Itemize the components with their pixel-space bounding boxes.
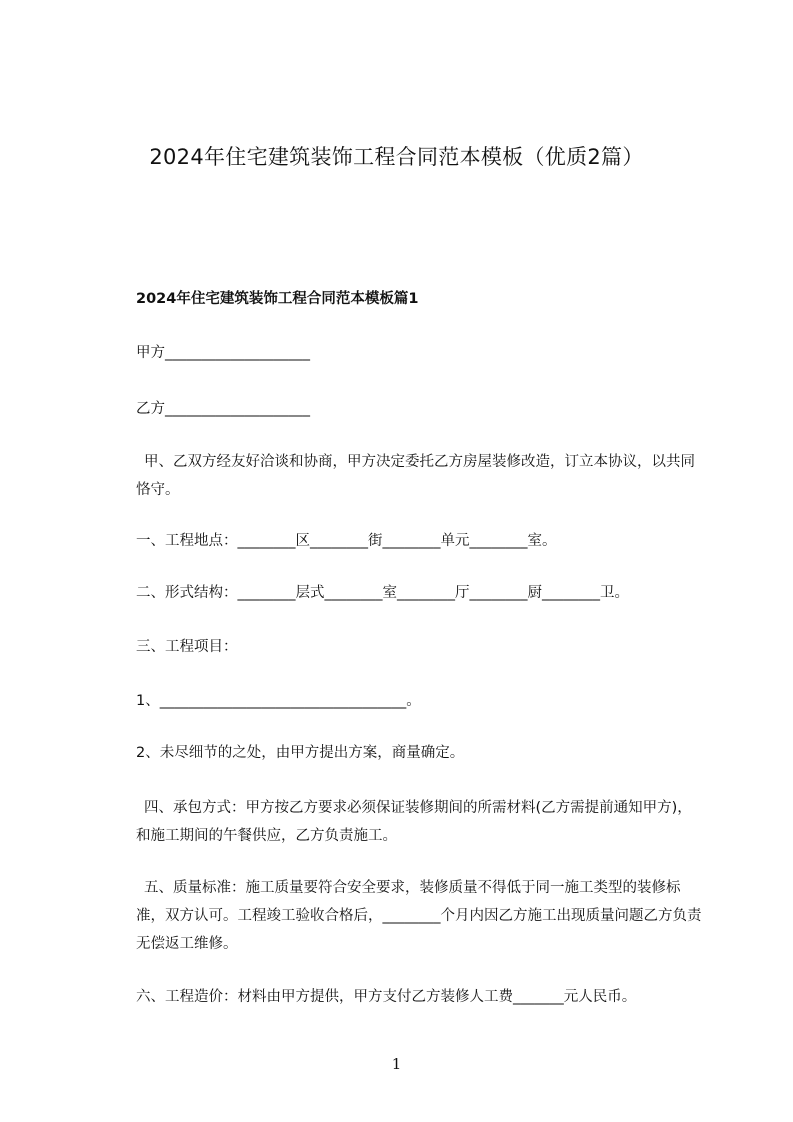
- project-item-2: 2、未尽细节的之处，由甲方提出方案，商量确定。: [136, 745, 465, 761]
- clause-contract-method: [136, 794, 704, 850]
- intro-text: 甲、乙双方经友好洽谈和协商，甲方决定委托乙方房屋装修改造，订立本协议，以共同恪守。: [136, 454, 695, 498]
- party-a-line: 甲方____________________: [136, 345, 310, 361]
- intro-paragraph: [136, 448, 704, 504]
- clause-project: 三、工程项目：: [136, 639, 238, 655]
- clause-contract-method-text: 四、承包方式：甲方按乙方要求必须保证装修期间的所需材料(乙方需提前通知甲方)，和施工期间的午餐供应，乙方负责施工。: [136, 800, 692, 844]
- section-heading: 2024年住宅建筑装饰工程合同范本模板篇1: [136, 291, 419, 307]
- party-b-line: 乙方____________________: [136, 401, 310, 417]
- clause-quality-text: 五、质量标准：施工质量要符合安全要求，装修质量不得低于同一施工类型的装修标准，双方认可。工程竣工验收合格后，________个月内因乙方施工出现质量问题乙方负责无偿返工维修。: [136, 880, 702, 952]
- clause-structure: 二、形式结构：________层式________室________厅________厨________卫。: [136, 585, 629, 601]
- clause-quality: [136, 874, 704, 958]
- clause-location: 一、工程地点：________区________街________单元________室。: [136, 533, 557, 549]
- clause-cost: 六、工程造价：材料由甲方提供，甲方支付乙方装修人工费_______元人民币。: [136, 989, 637, 1005]
- document-title: 2024年住宅建筑装饰工程合同范本模板（优质2篇）: [149, 145, 644, 169]
- page-number: 1: [391, 1055, 402, 1073]
- project-item-1: 1、__________________________________。: [136, 693, 421, 709]
